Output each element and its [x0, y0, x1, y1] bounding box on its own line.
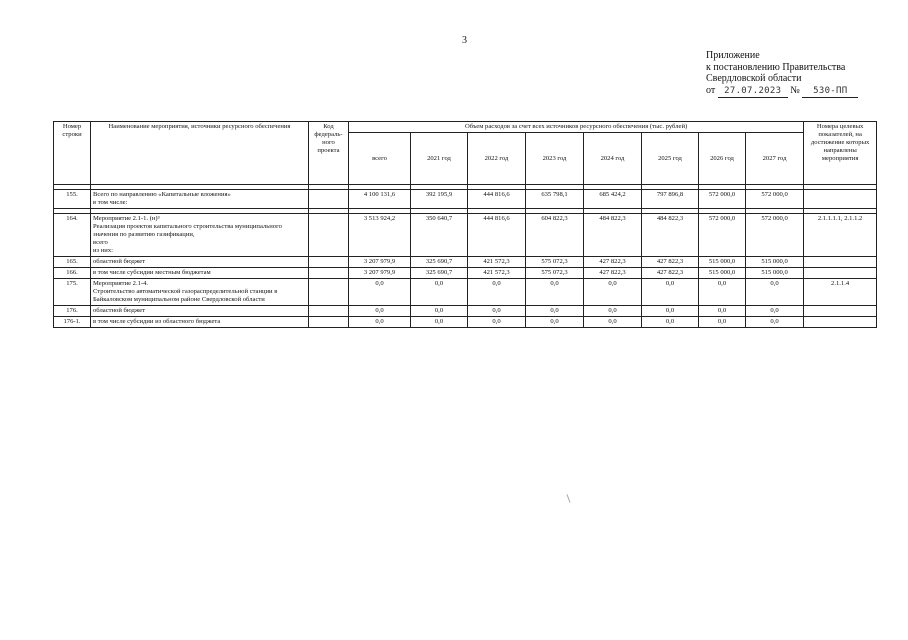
row-value-2022: 0,0 [468, 279, 526, 306]
row-number: 176. [54, 306, 91, 317]
scan-mark [566, 494, 570, 503]
appendix-title: Приложение [706, 50, 760, 61]
row-project-code [309, 306, 349, 317]
number-prefix: № [790, 84, 800, 96]
appendix-decree-line: к постановлению Правительства [706, 61, 846, 73]
row-value-2025: 427 822,3 [642, 268, 699, 279]
row-value-2025: 0,0 [642, 306, 699, 317]
row-value-2024: 0,0 [584, 317, 642, 328]
header-year: 2024 год [584, 133, 642, 185]
row-value-2026: 0,0 [699, 306, 746, 317]
row-value-2027: 0,0 [746, 306, 804, 317]
appendix-region-line: Свердловской области [706, 73, 802, 84]
row-value-total: 3 207 979,9 [349, 257, 411, 268]
header-row-number: Номер строки [54, 122, 91, 185]
row-value-2026: 0,0 [699, 317, 746, 328]
table-row [54, 268, 877, 279]
row-target-indicators [804, 190, 877, 209]
row-number: 166. [54, 268, 91, 279]
header-federal-project-code: Код федераль-ного проекта [309, 122, 349, 185]
row-value-2025: 797 896,8 [642, 190, 699, 209]
row-value-2021: 392 195,9 [411, 190, 468, 209]
row-value-2025: 0,0 [642, 317, 699, 328]
row-value-2022: 421 572,3 [468, 268, 526, 279]
header-year: 2026 год [699, 133, 746, 185]
row-value-2025: 484 822,3 [642, 214, 699, 257]
header-year: 2025 год [642, 133, 699, 185]
row-value-total: 0,0 [349, 279, 411, 306]
header-event-name: Наименование мероприятия, источники ресурсного обеспечения [91, 122, 309, 185]
row-number: 176-1. [54, 317, 91, 328]
row-number: 175. [54, 279, 91, 306]
row-value-2021: 325 690,7 [411, 268, 468, 279]
row-number: 155. [54, 190, 91, 209]
table-row [54, 190, 877, 209]
row-event-name: в том числе субсидии из областного бюджета [91, 317, 309, 328]
row-target-indicators: 2.1.1.1.1, 2.1.1.2 [804, 214, 877, 257]
row-target-indicators [804, 268, 877, 279]
row-value-2021: 0,0 [411, 279, 468, 306]
header-year: 2021 год [411, 133, 468, 185]
row-target-indicators: 2.1.1.4 [804, 279, 877, 306]
row-value-2024: 427 822,3 [584, 257, 642, 268]
header-year: 2027 год [746, 133, 804, 185]
row-value-2026: 0,0 [699, 279, 746, 306]
row-value-2021: 350 640,7 [411, 214, 468, 257]
row-target-indicators [804, 257, 877, 268]
row-value-2024: 427 822,3 [584, 268, 642, 279]
row-value-2027: 572 000,0 [746, 214, 804, 257]
row-project-code [309, 190, 349, 209]
page-number: 3 [462, 35, 467, 46]
row-project-code [309, 268, 349, 279]
row-value-2027: 515 000,0 [746, 257, 804, 268]
row-value-2023: 635 798,1 [526, 190, 584, 209]
date-prefix: от [706, 84, 716, 96]
table-row [54, 279, 877, 306]
row-number: 165. [54, 257, 91, 268]
row-value-2026: 572 000,0 [699, 214, 746, 257]
row-value-2024: 0,0 [584, 279, 642, 306]
header-target-indicators: Номера целевых показателей, на достижение которых направлены мероприятия [804, 122, 877, 185]
header-total: всего [349, 133, 411, 185]
row-event-name: областной бюджет [91, 306, 309, 317]
row-value-2022: 421 572,3 [468, 257, 526, 268]
row-value-2024: 0,0 [584, 306, 642, 317]
row-value-2025: 0,0 [642, 279, 699, 306]
row-value-2023: 0,0 [526, 279, 584, 306]
row-value-2022: 0,0 [468, 317, 526, 328]
table-row [54, 306, 877, 317]
row-event-name: Всего по направлению «Капитальные вложения» в том числе: [91, 190, 309, 209]
header-year: 2023 год [526, 133, 584, 185]
row-event-name: Мероприятие 2.1-4. Строительство автоматической газораспределительной станции в Байкаловском муниципальном районе Свердловской области [91, 279, 309, 306]
row-value-2024: 484 822,3 [584, 214, 642, 257]
row-value-2022: 444 816,6 [468, 190, 526, 209]
header-row-1 [54, 122, 877, 133]
row-event-name: областной бюджет [91, 257, 309, 268]
row-event-name: Мероприятие 2.1-1. (н)³ Реализация проектов капитального строительства муниципального значения по развитию газификации, всего из них: [91, 214, 309, 257]
row-value-2027: 0,0 [746, 317, 804, 328]
table-row [54, 214, 877, 257]
row-value-2023: 575 072,3 [526, 257, 584, 268]
row-event-name: в том числе субсидии местным бюджетам [91, 268, 309, 279]
row-value-2024: 685 424,2 [584, 190, 642, 209]
row-project-code [309, 214, 349, 257]
header-year: 2022 год [468, 133, 526, 185]
row-value-total: 4 100 131,6 [349, 190, 411, 209]
row-project-code [309, 279, 349, 306]
row-value-2023: 0,0 [526, 317, 584, 328]
row-value-2021: 325 690,7 [411, 257, 468, 268]
row-target-indicators [804, 317, 877, 328]
row-value-2026: 515 000,0 [699, 268, 746, 279]
expenses-table [53, 121, 877, 328]
row-value-total: 3 207 979,9 [349, 268, 411, 279]
appendix-date-number-line [706, 85, 858, 99]
row-value-2026: 515 000,0 [699, 257, 746, 268]
row-value-2027: 515 000,0 [746, 268, 804, 279]
row-value-2023: 0,0 [526, 306, 584, 317]
header-expenses-group: Объем расходов за счет всех источников ресурсного обеспечения (тыс. рублей) [349, 122, 804, 133]
decree-number: 530-ПП [802, 86, 858, 99]
row-value-2025: 427 822,3 [642, 257, 699, 268]
row-project-code [309, 257, 349, 268]
row-value-2023: 604 822,3 [526, 214, 584, 257]
decree-date: 27.07.2023 [718, 86, 788, 99]
row-value-2027: 0,0 [746, 279, 804, 306]
row-value-2026: 572 000,0 [699, 190, 746, 209]
appendix-header [706, 50, 858, 98]
row-value-2023: 575 072,3 [526, 268, 584, 279]
row-value-2021: 0,0 [411, 317, 468, 328]
row-value-total: 3 513 924,2 [349, 214, 411, 257]
row-value-total: 0,0 [349, 306, 411, 317]
row-value-total: 0,0 [349, 317, 411, 328]
row-value-2022: 444 816,6 [468, 214, 526, 257]
row-value-2022: 0,0 [468, 306, 526, 317]
table-row [54, 317, 877, 328]
table-row [54, 257, 877, 268]
row-value-2021: 0,0 [411, 306, 468, 317]
row-value-2027: 572 000,0 [746, 190, 804, 209]
row-target-indicators [804, 306, 877, 317]
row-project-code [309, 317, 349, 328]
row-number: 164. [54, 214, 91, 257]
